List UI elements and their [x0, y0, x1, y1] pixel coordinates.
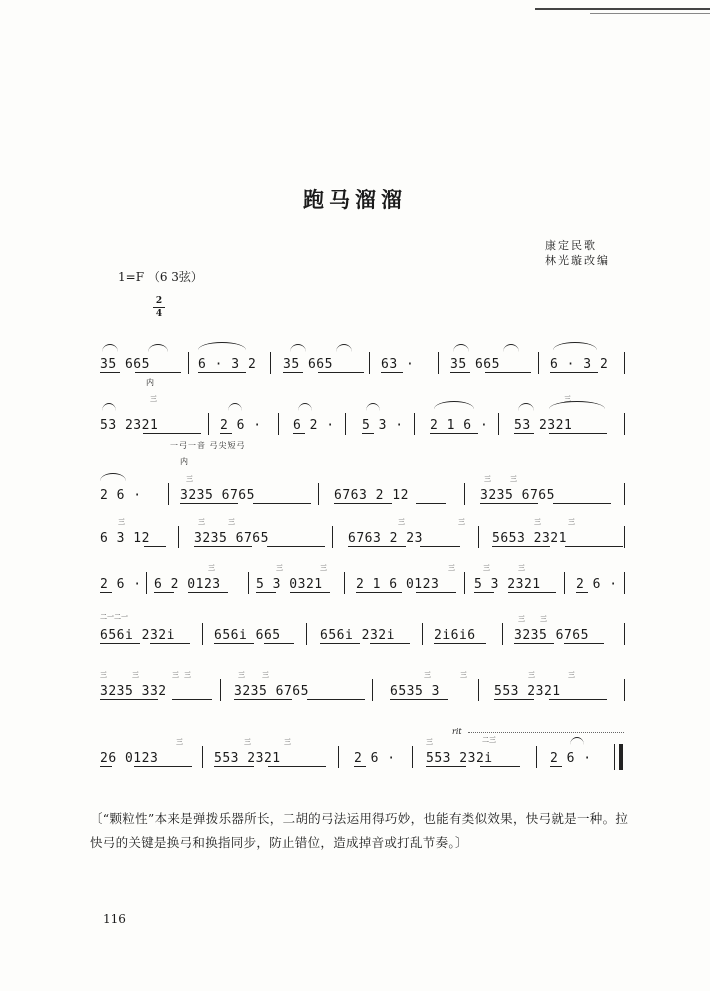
barline [624, 679, 625, 701]
score-line-2 [98, 395, 628, 466]
slur [453, 344, 469, 352]
barline [278, 413, 279, 435]
underline [492, 546, 550, 547]
barline [270, 352, 271, 374]
measure: 553 2321 [494, 684, 561, 699]
underline [267, 546, 325, 547]
mark-san: 三 [150, 395, 157, 403]
barline [146, 572, 147, 594]
measure: 53 2321 [514, 418, 573, 433]
underline [426, 766, 466, 767]
underline [390, 699, 448, 700]
top-rule-secondary [590, 13, 710, 14]
underline [135, 372, 181, 373]
underline [362, 433, 374, 434]
underline [214, 643, 254, 644]
fermata [570, 737, 584, 745]
underline [143, 433, 201, 434]
underline [549, 699, 607, 700]
underline [370, 643, 410, 644]
barline [464, 572, 465, 594]
underline [564, 643, 604, 644]
underline [198, 372, 246, 373]
underline [514, 433, 534, 434]
time-signature-bottom: 4 [155, 309, 163, 319]
underline [290, 592, 330, 593]
slur [290, 344, 306, 352]
barline [318, 483, 319, 505]
barline [464, 483, 465, 505]
underline [416, 592, 456, 593]
mark-san: 三 [100, 671, 107, 679]
slur [518, 403, 534, 411]
measure: 553 2321 [214, 751, 281, 766]
underline [100, 592, 112, 593]
underline [416, 503, 446, 504]
mark-er-san: 二三 [482, 736, 496, 744]
barline [338, 746, 339, 768]
underline [268, 766, 326, 767]
measure: 63 · [381, 357, 415, 372]
measure: 2 6 · [354, 751, 396, 766]
mark-san: 三 [458, 518, 465, 526]
mark-san: 三 [448, 564, 455, 572]
underline [100, 643, 140, 644]
barline [332, 526, 333, 548]
underline [264, 643, 294, 644]
slur [549, 401, 605, 409]
mark-san: 三 [564, 395, 571, 403]
barline [178, 526, 179, 548]
measure: 6 · 3 2 [198, 357, 257, 372]
mark-san: 三 [176, 738, 183, 746]
underline [480, 503, 538, 504]
underline [348, 546, 406, 547]
ritardando-line [468, 732, 624, 733]
mark-san: 三 [518, 615, 525, 623]
mark-san: 三 [198, 518, 205, 526]
measure: 6763 2 23 [348, 531, 423, 546]
slur [102, 403, 116, 411]
measure: 2i6i6 [434, 628, 476, 643]
score-line-1 [98, 357, 628, 387]
mark-san: 三 [186, 475, 193, 483]
mark-san: 三 [460, 671, 467, 679]
measure: 2 6 · [100, 577, 142, 592]
underline [334, 503, 392, 504]
measure: 2 1 6 0123 [356, 577, 440, 592]
barline [188, 352, 189, 374]
barline [624, 623, 625, 645]
score-line-4 [98, 518, 628, 546]
score-line-3 [98, 475, 628, 503]
underline [485, 372, 531, 373]
barline [306, 623, 307, 645]
underline [550, 766, 562, 767]
underline [514, 643, 554, 644]
underline [150, 643, 190, 644]
measure: 656i 232i [100, 628, 175, 643]
annotation-bowing: 一弓一音 弓尖短弓 [170, 441, 246, 450]
underline [220, 433, 232, 434]
underline [256, 592, 276, 593]
barline [624, 413, 625, 435]
underline [450, 372, 470, 373]
underline [565, 546, 623, 547]
barline [624, 483, 625, 505]
underline [430, 433, 478, 434]
measure: 35 665 [100, 357, 150, 372]
barline [345, 413, 346, 435]
underline [576, 592, 588, 593]
mark-san: 三 [534, 518, 541, 526]
final-barline-thin [614, 744, 615, 770]
time-signature [153, 296, 165, 319]
measure: 5653 2321 [492, 531, 567, 546]
mark-san: 三 [540, 615, 547, 623]
barline [220, 679, 221, 701]
measure: 3235 332 [100, 684, 167, 699]
mark-san: 三 [483, 564, 490, 572]
page-number: 116 [103, 912, 126, 926]
barline [478, 679, 479, 701]
mark-san: 三 [426, 738, 433, 746]
barline [624, 526, 625, 548]
score-line-7 [98, 671, 628, 699]
barline [369, 352, 370, 374]
measure: 6 2 · [293, 418, 335, 433]
barline [438, 352, 439, 374]
measure: 3235 6765 [180, 488, 255, 503]
mark-er-yi-er-yi: 二一二一 [100, 613, 128, 621]
mark-san: 三 [568, 518, 575, 526]
underline [480, 766, 520, 767]
slur [198, 342, 246, 350]
underline [494, 699, 534, 700]
underline [549, 433, 607, 434]
credit-folk-song: 康定民歌 [545, 239, 597, 252]
barline [564, 572, 565, 594]
underline [354, 766, 366, 767]
underline [100, 766, 112, 767]
underline [134, 766, 192, 767]
measure: 5 3 2321 [474, 577, 541, 592]
mark-san: 三 [244, 738, 251, 746]
score-line-5 [98, 564, 628, 592]
barline [168, 483, 169, 505]
annotation-inner: 内 [180, 457, 189, 466]
underline [194, 546, 252, 547]
mark-san: 三 [132, 671, 139, 679]
mark-san: 三 [284, 738, 291, 746]
underline [144, 546, 166, 547]
underline [293, 433, 305, 434]
barline [624, 572, 625, 594]
underline [180, 503, 238, 504]
mark-san: 三 [510, 475, 517, 483]
slur [102, 344, 118, 352]
slur [434, 401, 474, 409]
measure: 5 3 0321 [256, 577, 323, 592]
measure: 6 2 0123 [154, 577, 221, 592]
barline [502, 623, 503, 645]
measure: 3235 6765 [234, 684, 309, 699]
mark-san: 三 [184, 671, 191, 679]
barline [478, 526, 479, 548]
underline [434, 643, 486, 644]
slur [503, 344, 519, 352]
credit-arranger: 林光璇改编 [545, 254, 610, 267]
measure: 3235 6765 [514, 628, 589, 643]
slur [336, 344, 352, 352]
barline [414, 413, 415, 435]
page-title: 跑马溜溜 [303, 187, 407, 212]
barline [372, 679, 373, 701]
mark-san: 三 [484, 475, 491, 483]
underline [550, 372, 598, 373]
performance-note: 〔“颗粒性”本来是弹拨乐器所长，二胡的弓法运用得巧妙，也能有类似效果，快弓就是一种。拉快弓的关键是换弓和换指同步，防止错位，造成掉音或打乱节奏。〕 [90, 811, 629, 850]
underline [188, 592, 228, 593]
barline [624, 352, 625, 374]
measure: 2 1 6 · [430, 418, 489, 433]
barline [202, 623, 203, 645]
mark-san: 三 [228, 518, 235, 526]
mark-san: 三 [118, 518, 125, 526]
barline [412, 746, 413, 768]
mark-san: 三 [172, 671, 179, 679]
underline [318, 372, 364, 373]
measure: 6535 3 [390, 684, 440, 699]
barline [202, 746, 203, 768]
measure: 35 665 [283, 357, 333, 372]
measure: 35 665 [450, 357, 500, 372]
measure: 5 3 · [362, 418, 404, 433]
measure: 656i 232i [320, 628, 395, 643]
mark-san: 三 [320, 564, 327, 572]
underline [253, 503, 311, 504]
underline [154, 592, 174, 593]
time-signature-top: 2 [155, 296, 163, 306]
time-signature-bar [153, 307, 165, 308]
underline [320, 643, 360, 644]
mark-san: 三 [276, 564, 283, 572]
slur [228, 403, 242, 411]
measure: 6763 2 12 [334, 488, 409, 503]
measure: 6 3 12 [100, 531, 150, 546]
slur [100, 473, 126, 481]
mark-san: 三 [208, 564, 215, 572]
underline [474, 592, 494, 593]
score-line-6 [98, 613, 628, 643]
slur [298, 403, 312, 411]
measure: 2 6 · [550, 751, 592, 766]
barline [422, 623, 423, 645]
slur [366, 403, 380, 411]
barline [208, 413, 209, 435]
measure: 2 6 · [100, 488, 142, 503]
measure: 26 0123 [100, 751, 159, 766]
score-line-8 [98, 736, 628, 766]
underline [381, 372, 403, 373]
barline [344, 572, 345, 594]
mark-san: 三 [528, 671, 535, 679]
measure: 6 · 3 2 [550, 357, 609, 372]
ritardando-mark: rit [452, 727, 462, 736]
measure: 3235 6765 [480, 488, 555, 503]
slur [148, 344, 168, 352]
measure: 656i 665 [214, 628, 281, 643]
slur [553, 342, 597, 350]
key-signature: 1=F （6 3弦） [118, 270, 203, 284]
measure: 2 6 · [220, 418, 262, 433]
underline [100, 699, 158, 700]
mark-san: 三 [518, 564, 525, 572]
barline [498, 413, 499, 435]
annotation-inner: 内 [146, 378, 155, 387]
measure: 53 2321 [100, 418, 159, 433]
mark-san: 三 [568, 671, 575, 679]
underline [356, 592, 402, 593]
measure: 2 6 · [576, 577, 618, 592]
underline [420, 546, 460, 547]
mark-san: 三 [398, 518, 405, 526]
final-barline-thick [619, 744, 623, 770]
underline [214, 766, 254, 767]
measure: 553 232i [426, 751, 493, 766]
mark-san: 三 [424, 671, 431, 679]
measure: 3235 6765 [194, 531, 269, 546]
barline [538, 352, 539, 374]
mark-san: 三 [238, 671, 245, 679]
underline [100, 372, 120, 373]
underline [283, 372, 303, 373]
underline [172, 699, 212, 700]
underline [234, 699, 292, 700]
top-rule [535, 8, 710, 10]
underline [553, 503, 611, 504]
barline [248, 572, 249, 594]
underline [508, 592, 556, 593]
underline [307, 699, 365, 700]
mark-san: 三 [262, 671, 269, 679]
barline [536, 746, 537, 768]
